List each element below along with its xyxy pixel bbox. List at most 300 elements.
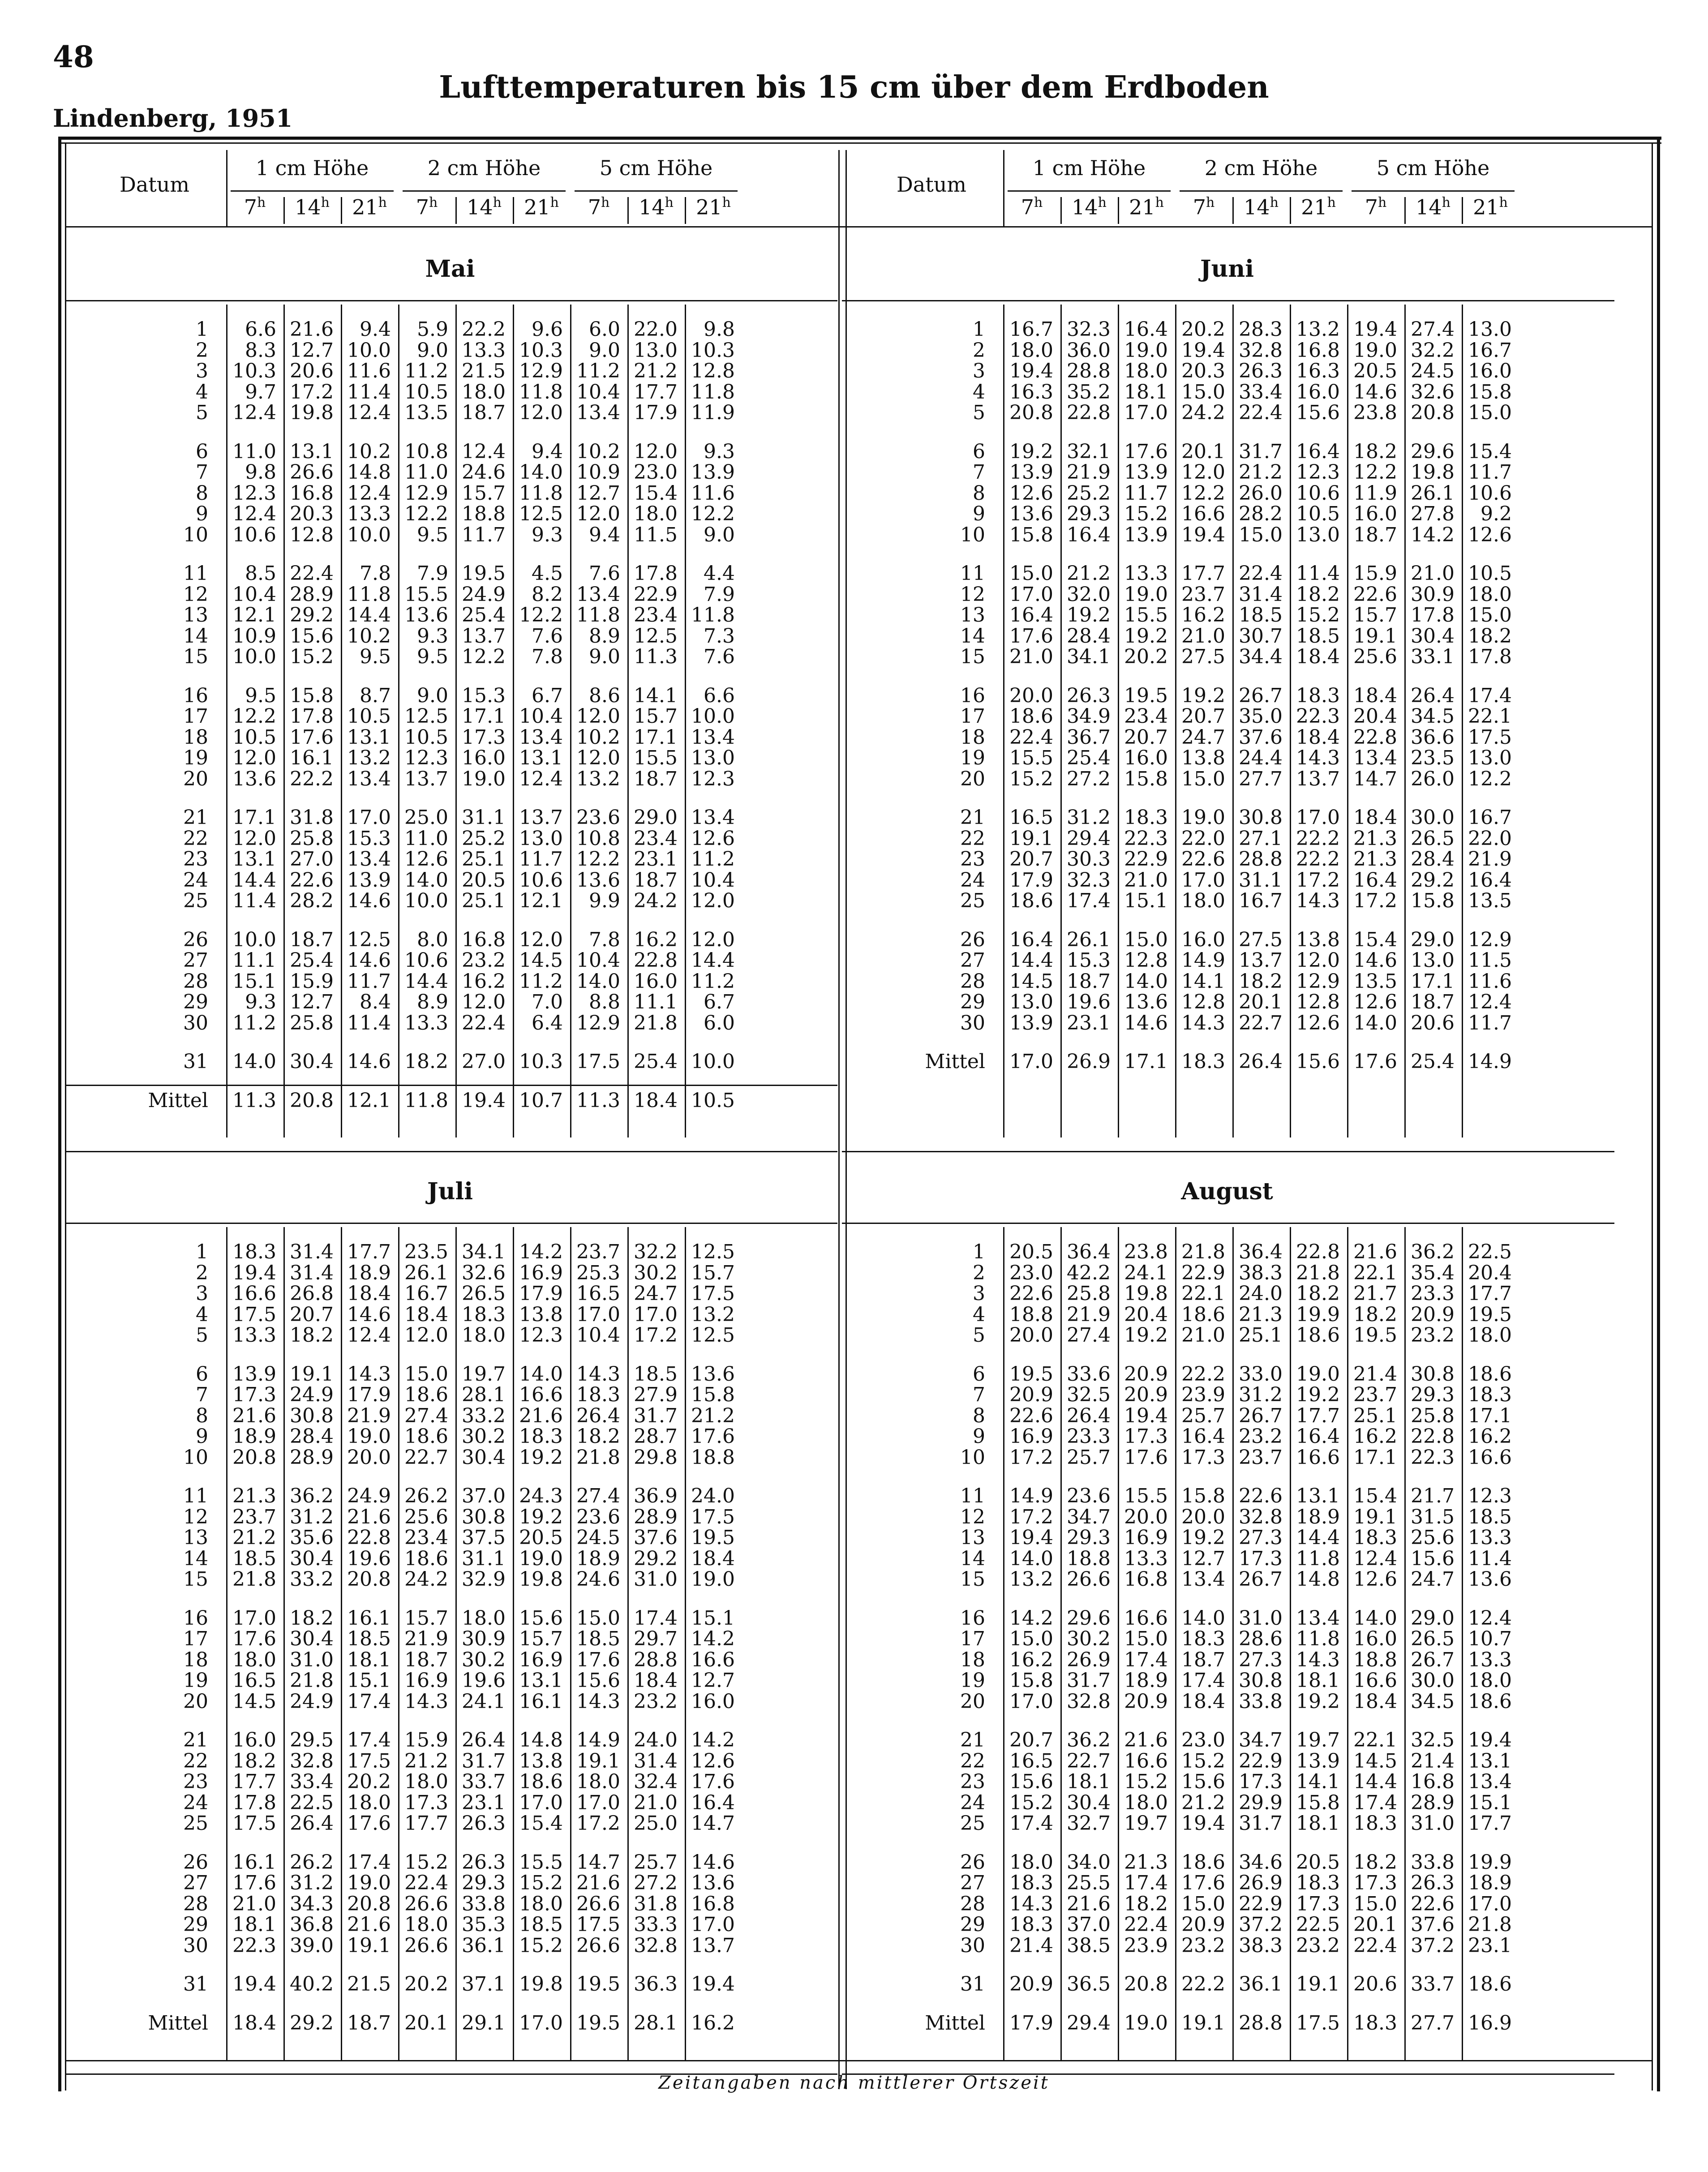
temperature-value: 14.2 (1009, 1606, 1053, 1630)
temperature-value: 20.3 (290, 502, 334, 525)
temperature-value: 10.5 (232, 725, 276, 749)
temperature-value: 26.0 (1411, 767, 1455, 790)
temperature-value: 34.1 (462, 1241, 506, 1263)
temperature-value: 22.7 (404, 1446, 448, 1469)
temperature-value: 11.8 (519, 380, 563, 403)
temperature-value: 22.2 (1296, 827, 1340, 850)
day-number: 18 (960, 725, 985, 749)
temperature-value: 13.7 (1296, 767, 1340, 790)
temperature-value: 14.9 (1181, 949, 1225, 972)
temperature-value: 10.6 (232, 523, 276, 546)
temperature-value: 17.6 (576, 1648, 620, 1671)
temperature-value: 8.8 (589, 991, 620, 1013)
temperature-value: 13.0 (519, 827, 563, 850)
temperature-value: 10.5 (1468, 562, 1512, 585)
temperature-value: 22.8 (1353, 725, 1397, 749)
temperature-value: 19.2 (1181, 684, 1225, 707)
temperature-value: 14.4 (691, 949, 735, 972)
day-number: 20 (960, 1690, 985, 1713)
temperature-value: 19.1 (290, 1362, 334, 1386)
day-number: 30 (960, 1011, 985, 1034)
temperature-value: 13.1 (519, 747, 563, 769)
temperature-value: 13.8 (519, 1303, 563, 1326)
temperature-value: 10.6 (519, 868, 563, 892)
temperature-value: 18.0 (1181, 889, 1225, 912)
temperature-value: 16.0 (462, 747, 506, 769)
temperature-value: 12.4 (347, 1324, 391, 1347)
temperature-value: 23.4 (634, 604, 678, 627)
day-number: 12 (960, 1505, 985, 1528)
temperature-value: 19.0 (691, 1568, 735, 1591)
temperature-value: 13.5 (404, 401, 448, 424)
temperature-value: 18.0 (462, 1606, 506, 1630)
temperature-value: 12.8 (1296, 991, 1340, 1013)
day-number: 7 (196, 1383, 208, 1406)
temperature-value: 36.1 (462, 1934, 506, 1957)
day-number: 28 (960, 970, 985, 993)
header-datum: Datum (896, 172, 967, 197)
temperature-value: 19.1 (576, 1749, 620, 1773)
temperature-value: 20.2 (347, 1770, 391, 1793)
month-title-rule (842, 1223, 1614, 1224)
temperature-value: 16.2 (1009, 1648, 1053, 1671)
temperature-value: 31.7 (462, 1749, 506, 1773)
temperature-value: 18.3 (1296, 684, 1340, 707)
day-number: 1 (973, 318, 985, 341)
temperature-value: 22.6 (1353, 583, 1397, 606)
temperature-value: 21.2 (1181, 1791, 1225, 1814)
temperature-value: 12.4 (347, 481, 391, 505)
temperature-value: 14.9 (1009, 1485, 1053, 1507)
temperature-value: 30.8 (462, 1505, 506, 1528)
temperature-value: 9.6 (532, 318, 563, 341)
temperature-value: 22.9 (1124, 848, 1168, 871)
temperature-value: 21.0 (1181, 1324, 1225, 1347)
temperature-value: 18.4 (1181, 1690, 1225, 1713)
temperature-value: 21.3 (1353, 827, 1397, 850)
temperature-value: 13.7 (462, 624, 506, 648)
temperature-value: 13.1 (347, 725, 391, 749)
temperature-value: 15.1 (1124, 889, 1168, 912)
temperature-value: 22.8 (1067, 401, 1111, 424)
temperature-value: 24.0 (691, 1485, 735, 1507)
header-time-divider (1118, 197, 1119, 224)
mittel-value: 17.6 (1353, 1050, 1397, 1073)
day-number: 3 (196, 360, 208, 382)
temperature-value: 14.5 (232, 1690, 276, 1713)
temperature-value: 19.0 (519, 1547, 563, 1570)
temperature-value: 36.2 (1067, 1729, 1111, 1751)
temperature-value: 18.7 (634, 767, 678, 790)
temperature-value: 17.2 (1009, 1505, 1053, 1528)
temperature-value: 17.8 (1468, 645, 1512, 668)
temperature-value: 14.5 (1009, 970, 1053, 993)
temperature-value: 12.4 (347, 401, 391, 424)
temperature-value: 17.3 (1124, 1425, 1168, 1448)
temperature-value: 19.2 (1124, 624, 1168, 648)
mittel-value: 17.0 (519, 2011, 563, 2035)
temperature-value: 19.1 (347, 1934, 391, 1957)
temperature-value: 29.0 (1411, 928, 1455, 951)
temperature-value: 17.3 (1353, 1872, 1397, 1894)
temperature-value: 23.5 (404, 1241, 448, 1263)
temperature-value: 20.5 (1353, 360, 1397, 382)
temperature-value: 18.0 (634, 502, 678, 525)
temperature-value: 35.4 (1411, 1261, 1455, 1284)
temperature-value: 17.6 (691, 1770, 735, 1793)
temperature-value: 9.5 (360, 645, 391, 668)
mittel-value: 18.4 (634, 1089, 678, 1112)
temperature-value: 14.9 (576, 1729, 620, 1751)
temperature-value: 20.7 (1181, 705, 1225, 728)
temperature-value: 12.3 (232, 481, 276, 505)
temperature-value: 12.6 (691, 1749, 735, 1773)
temperature-value: 17.2 (1009, 1446, 1053, 1469)
temperature-value: 25.1 (1353, 1404, 1397, 1427)
temperature-value: 9.5 (417, 523, 448, 546)
temperature-value: 12.0 (519, 928, 563, 951)
temperature-value: 21.8 (634, 1011, 678, 1034)
temperature-value: 15.0 (1468, 401, 1512, 424)
temperature-value: 7.8 (589, 928, 620, 951)
temperature-value: 16.7 (1468, 806, 1512, 829)
temperature-value: 12.5 (691, 1324, 735, 1347)
temperature-value: 26.6 (576, 1934, 620, 1957)
temperature-value: 17.5 (232, 1812, 276, 1835)
temperature-value: 13.3 (404, 1011, 448, 1034)
temperature-value: 19.4 (691, 1973, 735, 1996)
temperature-value: 15.5 (634, 747, 678, 769)
temperature-value: 32.8 (290, 1749, 334, 1773)
month-title: Mai (425, 255, 475, 283)
header-time: 21$^h$ (1129, 195, 1164, 219)
temperature-value: 13.0 (1468, 747, 1512, 769)
temperature-value: 16.0 (1353, 1627, 1397, 1650)
temperature-value: 12.2 (1353, 461, 1397, 484)
temperature-value: 15.8 (1181, 1485, 1225, 1507)
temperature-value: 14.7 (1353, 767, 1397, 790)
temperature-value: 25.5 (1067, 1872, 1111, 1894)
temperature-value: 16.4 (1067, 523, 1111, 546)
temperature-value: 10.3 (232, 360, 276, 382)
temperature-value: 18.4 (347, 1282, 391, 1305)
temperature-value: 16.0 (232, 1729, 276, 1751)
temperature-value: 19.4 (1009, 360, 1053, 382)
temperature-value: 31.4 (290, 1261, 334, 1284)
temperature-value: 11.5 (1468, 949, 1512, 972)
temperature-value: 22.4 (462, 1011, 506, 1034)
temperature-value: 32.3 (1067, 868, 1111, 892)
temperature-value: 21.2 (232, 1526, 276, 1549)
temperature-value: 17.7 (1181, 562, 1225, 585)
temperature-value: 10.0 (691, 1050, 735, 1073)
header-time: 21$^h$ (524, 195, 559, 219)
temperature-value: 17.2 (634, 1324, 678, 1347)
day-number: 6 (196, 440, 208, 463)
temperature-value: 17.1 (232, 806, 276, 829)
temperature-value: 21.3 (1353, 848, 1397, 871)
temperature-value: 16.4 (1296, 1425, 1340, 1448)
temperature-value: 14.2 (519, 1241, 563, 1263)
day-number: 9 (196, 502, 208, 525)
temperature-value: 33.0 (1239, 1362, 1283, 1386)
temperature-value: 9.7 (245, 380, 276, 403)
temperature-value: 7.8 (360, 562, 391, 585)
mittel-label: Mittel (925, 1050, 985, 1073)
day-number: 21 (183, 806, 208, 829)
day-number: 2 (196, 339, 208, 362)
temperature-value: 29.2 (634, 1547, 678, 1570)
mittel-value: 26.9 (1067, 1050, 1111, 1073)
temperature-value: 20.7 (290, 1303, 334, 1326)
temperature-value: 28.4 (1411, 848, 1455, 871)
temperature-value: 11.4 (232, 889, 276, 912)
temperature-value: 17.1 (1353, 1446, 1397, 1469)
temperature-value: 17.4 (1353, 1791, 1397, 1814)
temperature-value: 13.0 (691, 747, 735, 769)
temperature-value: 16.3 (1009, 380, 1053, 403)
temperature-value: 27.3 (1239, 1648, 1283, 1671)
temperature-value: 17.9 (634, 401, 678, 424)
temperature-value: 36.4 (1067, 1241, 1111, 1263)
temperature-value: 19.4 (1181, 523, 1225, 546)
temperature-value: 19.5 (1124, 684, 1168, 707)
temperature-value: 17.4 (1468, 684, 1512, 707)
temperature-value: 16.1 (232, 1850, 276, 1874)
temperature-value: 23.9 (1124, 1934, 1168, 1957)
temperature-value: 18.4 (1296, 725, 1340, 749)
temperature-value: 35.6 (290, 1526, 334, 1549)
temperature-value: 12.4 (1468, 991, 1512, 1013)
temperature-value: 23.2 (1181, 1934, 1225, 1957)
day-number: 10 (960, 523, 985, 546)
temperature-value: 19.4 (1181, 339, 1225, 362)
day-number: 5 (196, 1324, 208, 1347)
temperature-value: 19.0 (347, 1872, 391, 1894)
temperature-value: 30.2 (634, 1261, 678, 1284)
temperature-value: 26.6 (404, 1892, 448, 1915)
temperature-value: 21.2 (1239, 461, 1283, 484)
temperature-value: 20.8 (232, 1446, 276, 1469)
temperature-value: 31.7 (1067, 1669, 1111, 1692)
temperature-value: 31.0 (290, 1648, 334, 1671)
temperature-value: 18.2 (1296, 583, 1340, 606)
temperature-value: 36.4 (1239, 1241, 1283, 1263)
temperature-value: 17.4 (347, 1850, 391, 1874)
temperature-value: 23.6 (576, 1505, 620, 1528)
temperature-value: 23.3 (1411, 1282, 1455, 1305)
temperature-value: 15.4 (1353, 1485, 1397, 1507)
temperature-value: 19.6 (462, 1669, 506, 1692)
header-height-underline (1008, 190, 1171, 192)
day-number: 30 (183, 1934, 208, 1957)
temperature-value: 9.8 (245, 461, 276, 484)
temperature-value: 19.2 (519, 1446, 563, 1469)
temperature-value: 16.9 (519, 1261, 563, 1284)
day-number: 12 (183, 583, 208, 606)
temperature-value: 18.2 (404, 1050, 448, 1073)
temperature-value: 6.7 (704, 991, 735, 1013)
temperature-value: 14.0 (1181, 1606, 1225, 1630)
temperature-value: 11.8 (576, 604, 620, 627)
temperature-value: 11.8 (1296, 1547, 1340, 1570)
temperature-value: 20.8 (347, 1568, 391, 1591)
temperature-value: 30.0 (1411, 1669, 1455, 1692)
temperature-value: 19.7 (462, 1362, 506, 1386)
temperature-value: 17.7 (347, 1241, 391, 1263)
temperature-value: 37.6 (1239, 725, 1283, 749)
temperature-value: 19.0 (1124, 583, 1168, 606)
temperature-value: 19.9 (1296, 1303, 1340, 1326)
temperature-value: 23.2 (1239, 1425, 1283, 1448)
temperature-value: 16.4 (1009, 928, 1053, 951)
temperature-value: 37.0 (462, 1485, 506, 1507)
temperature-value: 27.0 (290, 848, 334, 871)
temperature-value: 33.8 (1411, 1850, 1455, 1874)
temperature-value: 35.2 (1067, 380, 1111, 403)
temperature-value: 12.2 (232, 705, 276, 728)
temperature-value: 19.5 (462, 562, 506, 585)
temperature-value: 18.2 (1353, 440, 1397, 463)
day-number: 13 (960, 604, 985, 627)
temperature-value: 12.8 (290, 523, 334, 546)
day-number: 5 (973, 1324, 985, 1347)
day-number: 10 (960, 1446, 985, 1469)
mittel-value: 18.4 (232, 2011, 276, 2035)
day-number: 23 (960, 1770, 985, 1793)
temperature-value: 9.0 (589, 645, 620, 668)
temperature-value: 6.0 (704, 1011, 735, 1034)
temperature-value: 13.0 (1411, 949, 1455, 972)
temperature-value: 20.1 (1239, 991, 1283, 1013)
temperature-value: 21.8 (232, 1568, 276, 1591)
temperature-value: 7.6 (532, 624, 563, 648)
temperature-value: 18.6 (1181, 1303, 1225, 1326)
temperature-value: 37.2 (1239, 1913, 1283, 1936)
day-number: 19 (183, 1669, 208, 1692)
header-datum: Datum (119, 172, 190, 197)
temperature-value: 12.0 (404, 1324, 448, 1347)
temperature-value: 18.7 (462, 401, 506, 424)
temperature-value: 17.1 (462, 705, 506, 728)
temperature-value: 19.0 (1124, 339, 1168, 362)
temperature-value: 26.6 (404, 1934, 448, 1957)
temperature-value: 17.0 (519, 1791, 563, 1814)
temperature-value: 18.0 (1468, 583, 1512, 606)
temperature-value: 29.0 (1411, 1606, 1455, 1630)
day-number: 19 (960, 1669, 985, 1692)
temperature-value: 13.2 (1009, 1568, 1053, 1591)
temperature-value: 25.4 (1067, 747, 1111, 769)
temperature-value: 19.4 (1124, 1404, 1168, 1427)
day-number: 8 (973, 481, 985, 505)
header-time: 21$^h$ (1473, 195, 1508, 219)
temperature-value: 22.3 (1296, 705, 1340, 728)
temperature-value: 25.1 (1239, 1324, 1283, 1347)
temperature-value: 13.9 (232, 1362, 276, 1386)
temperature-value: 25.0 (634, 1812, 678, 1835)
day-number: 28 (183, 970, 208, 993)
temperature-value: 20.4 (1353, 705, 1397, 728)
temperature-value: 17.5 (691, 1505, 735, 1528)
temperature-value: 14.6 (347, 1303, 391, 1326)
temperature-value: 21.7 (1353, 1282, 1397, 1305)
temperature-value: 15.9 (290, 970, 334, 993)
header-time-divider (1462, 197, 1463, 224)
temperature-value: 14.0 (1353, 1011, 1397, 1034)
temperature-value: 13.4 (1353, 747, 1397, 769)
temperature-value: 11.1 (232, 949, 276, 972)
header-height-underline (1352, 190, 1515, 192)
temperature-value: 32.1 (1067, 440, 1111, 463)
day-number: 22 (960, 827, 985, 850)
temperature-value: 31.8 (634, 1892, 678, 1915)
temperature-value: 27.0 (462, 1050, 506, 1073)
temperature-value: 24.4 (1239, 747, 1283, 769)
temperature-value: 22.6 (290, 868, 334, 892)
temperature-value: 15.8 (1124, 767, 1168, 790)
temperature-value: 30.2 (462, 1425, 506, 1448)
temperature-value: 13.4 (347, 848, 391, 871)
temperature-value: 10.8 (404, 440, 448, 463)
temperature-value: 11.2 (404, 360, 448, 382)
day-number: 10 (183, 1446, 208, 1469)
day-number: 17 (183, 1627, 208, 1650)
temperature-value: 19.2 (519, 1505, 563, 1528)
temperature-value: 16.4 (1468, 868, 1512, 892)
temperature-value: 26.9 (1239, 1872, 1283, 1894)
temperature-value: 9.4 (360, 318, 391, 341)
temperature-value: 11.4 (347, 1011, 391, 1034)
temperature-value: 21.0 (634, 1791, 678, 1814)
temperature-value: 15.2 (1124, 502, 1168, 525)
temperature-value: 21.2 (691, 1404, 735, 1427)
temperature-value: 34.9 (1067, 705, 1111, 728)
temperature-value: 20.5 (462, 868, 506, 892)
temperature-value: 16.0 (1468, 360, 1512, 382)
temperature-value: 15.2 (1124, 1770, 1168, 1793)
temperature-value: 12.0 (691, 889, 735, 912)
temperature-value: 14.3 (404, 1690, 448, 1713)
temperature-value: 31.5 (1411, 1505, 1455, 1528)
temperature-value: 17.7 (1468, 1812, 1512, 1835)
header-time: 7$^h$ (1365, 195, 1387, 219)
temperature-value: 24.2 (634, 889, 678, 912)
day-number: 31 (183, 1050, 208, 1073)
temperature-value: 15.0 (1181, 767, 1225, 790)
temperature-value: 17.8 (634, 562, 678, 585)
temperature-value: 25.0 (404, 806, 448, 829)
temperature-value: 26.7 (1239, 1568, 1283, 1591)
temperature-value: 14.4 (232, 868, 276, 892)
temperature-value: 12.5 (691, 1241, 735, 1263)
day-number: 9 (196, 1425, 208, 1448)
day-number: 25 (960, 1812, 985, 1835)
temperature-value: 17.9 (347, 1383, 391, 1406)
temperature-value: 16.8 (1296, 339, 1340, 362)
temperature-value: 18.2 (232, 1749, 276, 1773)
temperature-value: 17.7 (1468, 1282, 1512, 1305)
temperature-value: 22.8 (347, 1526, 391, 1549)
mittel-value: 27.7 (1411, 2011, 1455, 2035)
temperature-value: 16.8 (290, 481, 334, 505)
temperature-value: 13.6 (691, 1362, 735, 1386)
temperature-value: 20.5 (519, 1526, 563, 1549)
temperature-value: 9.9 (589, 889, 620, 912)
temperature-value: 22.4 (1353, 1934, 1397, 1957)
temperature-value: 10.9 (576, 461, 620, 484)
temperature-value: 23.8 (1124, 1241, 1168, 1263)
